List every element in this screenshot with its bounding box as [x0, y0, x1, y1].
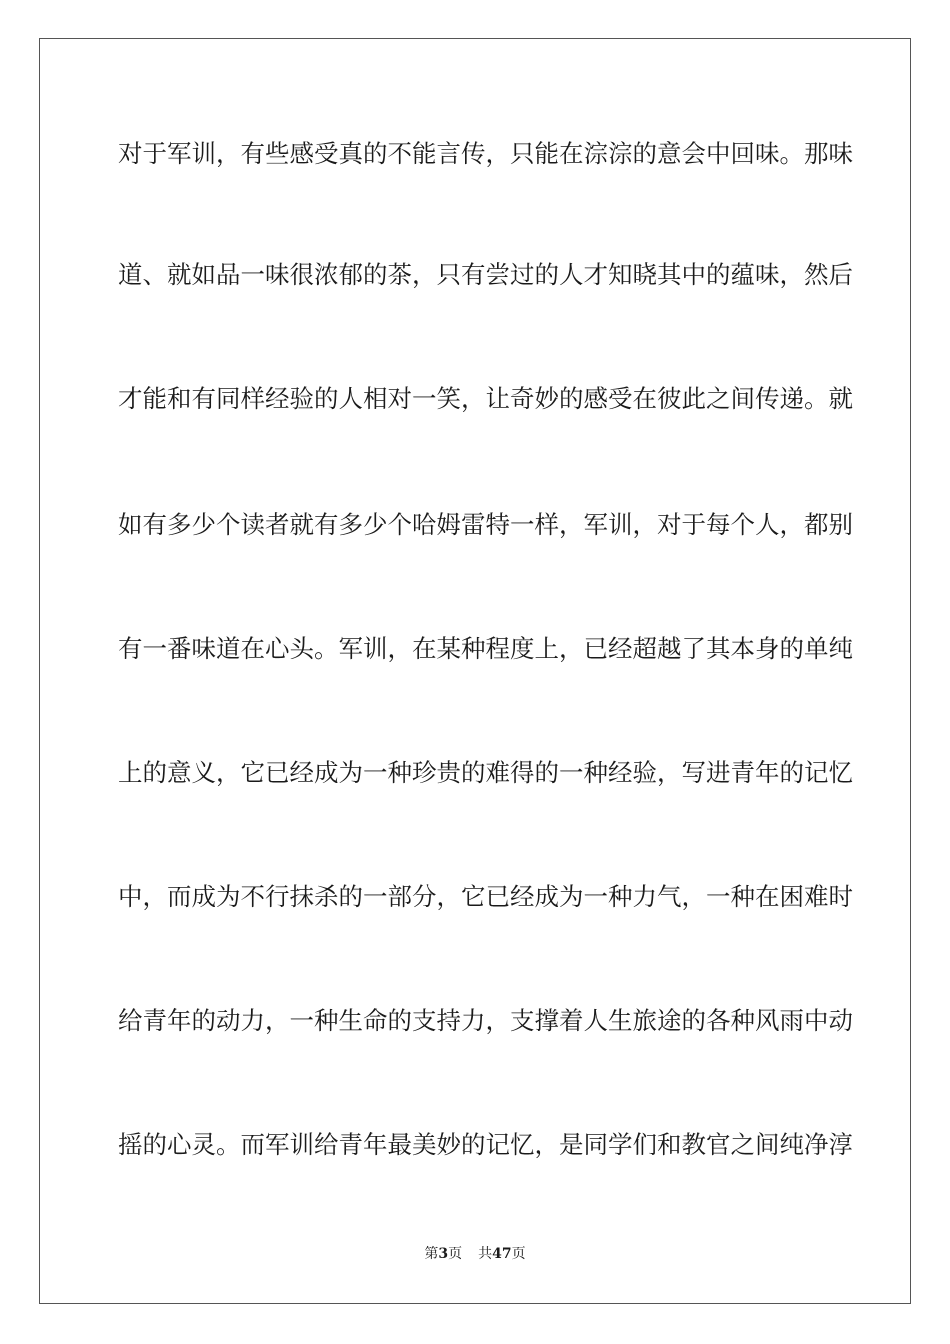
- total-pages: 47: [492, 1246, 512, 1262]
- total-label-prefix: 共: [478, 1246, 493, 1262]
- text-line-3: 才能和有同样经验的人相对一笑，让奇妙的感受在彼此之间传递。就: [118, 384, 853, 413]
- text-line-2: 道、就如品一味很浓郁的茶，只有尝过的人才知晓其中的蕴味，然后: [118, 260, 853, 289]
- text-line-9: 摇的心灵。而军训给青年最美妙的记忆，是同学们和教官之间纯净淳: [118, 1130, 853, 1159]
- text-line-6: 上的意义，它已经成为一种珍贵的难得的一种经验，写进青年的记忆: [118, 758, 853, 787]
- text-line-1: 对于军训，有些感受真的不能言传，只能在淙淙的意会中回味。那味: [118, 139, 853, 168]
- page-label-prefix: 第: [424, 1246, 439, 1262]
- text-line-4: 如有多少个读者就有多少个哈姆雷特一样，军训，对于每个人，都别: [118, 510, 853, 539]
- text-line-7: 中，而成为不行抹杀的一部分，它已经成为一种力气，一种在困难时: [118, 882, 853, 911]
- page-number: 3: [438, 1246, 449, 1262]
- total-label-suffix: 页: [511, 1246, 526, 1262]
- text-line-5: 有一番味道在心头。军训，在某种程度上，已经超越了其本身的单纯: [118, 634, 853, 663]
- page-footer: [0, 1244, 950, 1264]
- page-label-suffix: 页: [448, 1246, 463, 1262]
- page-border: [39, 38, 911, 1304]
- text-line-8: 给青年的动力，一种生命的支持力，支撑着人生旅途的各种风雨中动: [118, 1006, 853, 1035]
